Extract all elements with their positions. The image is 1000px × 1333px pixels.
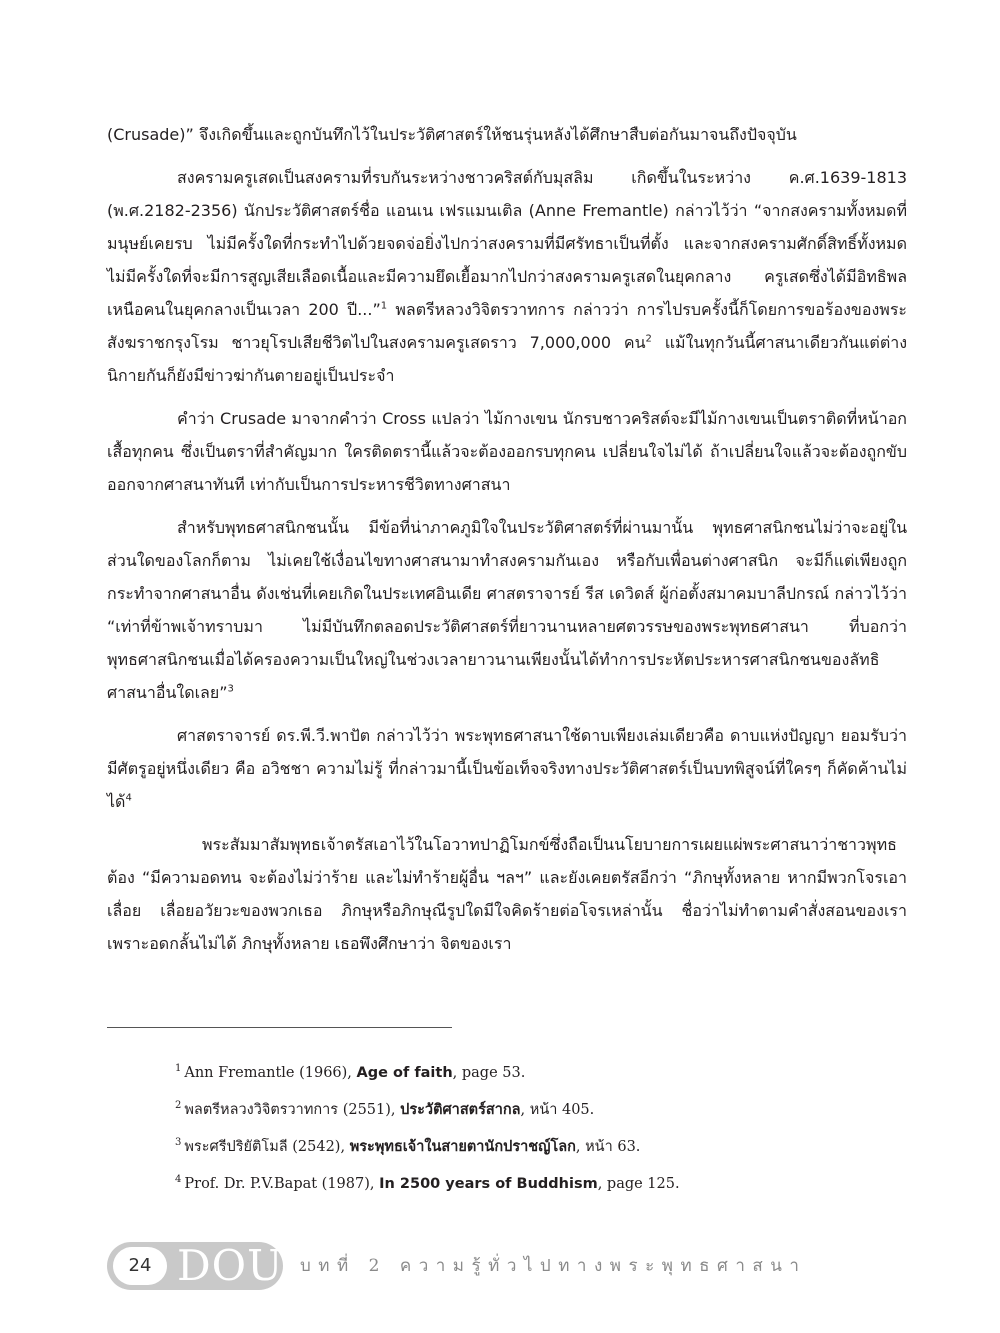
paragraph-3-text: สำหรับพุทธศาสนิกชนนั้น มีข้อที่น่าภาคภูมิใจในประวัติศาสตร์ที่ผ่านมานั้น พุทธศาสนิกชนไม่ว่าจะอยู่ในส่วนใดของโลกก็ตาม ไม่เคยใช้เงื่อนไขทางศาสนามาทำสงครามกันเอง หรือกับเพื่อนต่างศาสนิก จะมีก็แต่เพียงถูกกระทำจากศาสนาอื่น ดังเช่นที่เคยเกิดในประเทศอินเดีย ศาสตราจารย์ รีส เดวิดส์ ผู้ก่อตั้งสมาคมบาลีปกรณ์ กล่าวไว้ว่า “เท่าที่ข้าพเจ้าทราบมา ไม่มีบันทึกตลอดประวัติศาสตร์ที่ยาวนานหลายศตวรรษของพระพุทธศาสนา ที่บอกว่า พุทธศาสนิกชนเมื่อได้ครองความเป็นใหญ่ในช่วงเวลายาวนานเพียงนั้นได้ทำการประหัตประหารศาสนิกชนของลัทธิศาสนาอื่นใดเลย”: [107, 518, 907, 702]
footnote-page: , หน้า 63.: [575, 1139, 641, 1155]
footnote-2: [175, 1095, 875, 1132]
footnote-divider: [107, 1027, 452, 1028]
paragraph-4-text: ศาสตราจารย์ ดร.พี.วี.พาปัต กล่าวไว้ว่า พระพุทธศาสนาใช้ดาบเพียงเล่มเดียวคือ ดาบแห่งปัญญา ยอมรับว่ามีศัตรูอยู่หนึ่งเดียว คือ อวิชชา ความไม่รู้ ที่กล่าวมานี้เป็นข้อเท็จจริงทางประวัติศาสตร์เป็นบทพิสูจน์ที่ใครๆ ก็คัดค้านไม่ได้: [107, 726, 907, 811]
paragraph-3: [107, 511, 907, 709]
paragraph-5: พระสัมมาสัมพุทธเจ้าตรัสเอาไว้ในโอวาทปาฏิโมกข์ซึ่งถือเป็นนโยบายการเผยแผ่พระศาสนาว่าชาวพุทธต้อง “มีความอดทน จะต้องไม่ว่าร้าย และไม่ทำร้ายผู้อื่น ฯลฯ” และยังเคยตรัสอีกว่า “ภิกษุทั้งหลาย หากมีพวกโจรเอาเลื่อย เลื่อยอวัยวะของพวกเธอ ภิกษุหรือภิกษุณีรูปใดมีใจคิดร้ายต่อโจรเหล่านั้น ชื่อว่าไม่ทำตามคำสั่งสอนของเรา เพราะอดกลั้นไม่ได้ ภิกษุทั้งหลาย เธอพึงศึกษาว่า จิตของเรา: [107, 835, 907, 953]
dou-logo: DOU: [177, 1241, 284, 1290]
footnote-page: , page 53.: [452, 1065, 526, 1081]
footnote-number: 2: [175, 1100, 182, 1112]
footnote-number: 3: [175, 1137, 182, 1149]
footnote-title: พระพุทธเจ้าในสายตานักปราชญ์โลก: [349, 1139, 576, 1155]
paragraph-1-part-c: แม้ในทุกวันนี้ศาสนาเดียวกันแต่ต่างนิกายกันก็ยังมีข่าวฆ่ากันตายอยู่เป็นประจำ: [107, 333, 908, 385]
footnote-title: ประวัติศาสตร์สากล: [400, 1102, 521, 1118]
footnote-ref-2[interactable]: 2: [645, 333, 652, 345]
chapter-title: บทที่ 2 ความรู้ทั่วไปทางพระพุทธศาสนา: [300, 1256, 807, 1276]
footnote-number: 4: [175, 1174, 182, 1186]
footnote-title: In 2500 years of Buddhism: [379, 1176, 598, 1192]
paragraph-2: คำว่า Crusade มาจากคำว่า Cross แปลว่า ไม้กางเขน นักรบชาวคริสต์จะมีไม้กางเขนเป็นตราติดที่หน้าอกเสื้อทุกคน ซึ่งเป็นตราที่สำคัญมาก ใครติดตรานี้แล้วจะต้องออกรบทุกคน เปลี่ยนใจไม่ได้ ถ้าเปลี่ยนใจแล้วจะต้องถูกขับออกจากศาสนาทันที เท่ากับเป็นการประหารชีวิตทางศาสนา: [107, 409, 907, 494]
footnote-3: [175, 1132, 875, 1169]
paragraph-4: [107, 719, 907, 818]
footer-badge: [107, 1242, 283, 1290]
footnote-number: 1: [175, 1063, 182, 1075]
paragraph-1-part-a: สงครามครูเสดเป็นสงครามที่รบกันระหว่างชาวคริสต์กับมุสลิม เกิดขึ้นในระหว่าง ค.ศ.1639-1813 (พ.ศ.2182-2356) นักประวัติศาสตร์ชื่อ แอนเน เฟรแมนเติล (Anne Fremantle) กล่าวไว้ว่า “จากสงครามทั้งหมดที่มนุษย์เคยรบ ไม่มีครั้งใดที่กระทำไปด้วยจดจ่อยิ่งไปกว่าสงครามที่มีศรัทธาเป็นที่ตั้ง และจากสงครามศักดิ์สิทธิ์ทั้งหมด ไม่มีครั้งใดที่จะมีการสูญเสียเลือดเนื้อและมีความยึดเยื้อมากไปกว่าสงครามครูเสดในยุคกลาง ครูเสดซึ่งได้มีอิทธิพลเหนือคนในยุคกลางเป็นเวลา 200 ปี...”: [107, 168, 907, 319]
footnote-page: , page 125.: [597, 1176, 680, 1192]
paragraph-0: (Crusade)” จึงเกิดขึ้นและถูกบันทึกไว้ในประวัติศาสตร์ให้ชนรุ่นหลังได้ศึกษาสืบต่อกันมาจนถึงปัจจุบัน: [107, 125, 797, 144]
page-number: 24: [113, 1247, 167, 1285]
footnote-author: Prof. Dr. P.V.Bapat (1987),: [184, 1176, 380, 1192]
footnote-1: [175, 1058, 875, 1095]
footnote-author: Ann Fremantle (1966),: [184, 1065, 357, 1081]
footnote-author: พลตรีหลวงวิจิตรวาทการ (2551),: [184, 1102, 401, 1118]
body-text: [107, 118, 907, 970]
footnotes: [175, 1058, 875, 1206]
footnote-4: [175, 1169, 875, 1206]
footnote-ref-4[interactable]: 4: [125, 792, 132, 804]
paragraph-1: [107, 161, 907, 392]
footnote-title: Age of faith: [356, 1065, 453, 1081]
footnote-author: พระศรีปริยัติโมลี (2542),: [184, 1139, 350, 1155]
paragraph-1-part-b: พลตรีหลวงวิจิตรวาทการ กล่าวว่า การไปรบครั้งนี้ก็โดยการขอร้องของพระสังฆราชกรุงโรม ชาวยุโรปเสียชีวิตไปในสงครามครูเสดราว 7,000,000 คน: [107, 300, 907, 352]
footnote-page: , หน้า 405.: [520, 1102, 595, 1118]
footnote-ref-3[interactable]: 3: [227, 683, 234, 695]
footnote-ref-1[interactable]: 1: [380, 300, 388, 312]
